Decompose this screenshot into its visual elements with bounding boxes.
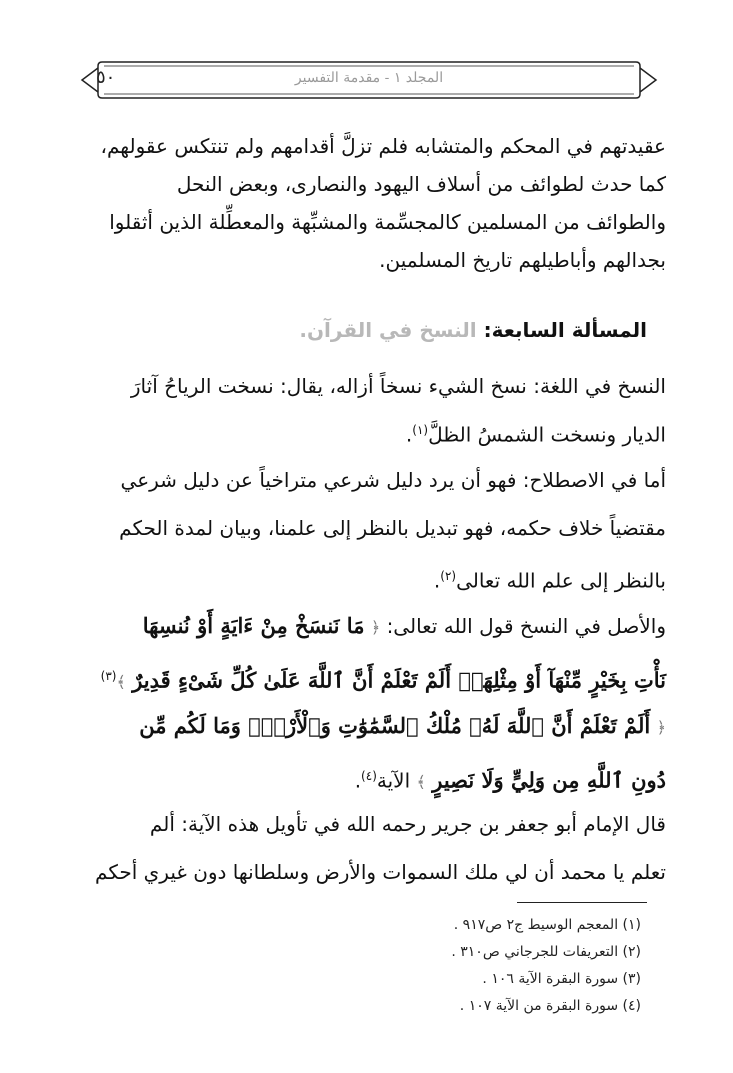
text-line [88, 558, 666, 606]
title-separator: - [384, 70, 390, 86]
text-line [88, 658, 666, 708]
text-line [88, 758, 666, 808]
verse-open-ornament: ﴿ [656, 718, 666, 737]
paragraph-1 [88, 128, 666, 280]
verse-close-ornament: ﴾ [116, 672, 126, 692]
page-number: ٥٠ [96, 67, 116, 88]
footnote-ref: (٣) [100, 669, 117, 683]
quran-verse: أَلَمْ تَعْلَمْ أَنَّ ٱللَّهَ لَهُۥ مُلْكُ ٱلسَّمَٰوَٰتِ وَٱلْأَرْضِۗ وَمَا لَكُم مِّن [139, 713, 651, 738]
text-line [88, 608, 666, 658]
period: . [354, 768, 362, 793]
period: . [433, 568, 441, 593]
footnote-ref: (٢) [440, 569, 457, 583]
running-title [80, 70, 658, 86]
paragraph-4 [88, 608, 666, 808]
footnote: (١) المعجم الوسيط ج٢ ص٩١٧ . [453, 917, 641, 933]
verse-close-ornament: ﴾ [416, 772, 426, 792]
text-line: قال الإمام أبو جعفر بن جرير رحمه الله في تأويل هذه الآية: ألم [149, 812, 666, 836]
quran-verse: نَأْتِ بِخَيْرٍ مِّنْهَآ أَوْ مِثْلِهَآۗ أَلَمْ تَعْلَمْ أَنَّ ٱللَّهَ عَلَىٰ كُلِّ شَىْءٍ قَدِيرٌ [132, 667, 666, 693]
footnote: (٤) سورة البقرة من الآية ١٠٧ . [459, 998, 641, 1014]
text-line: أما في الاصطلاح: فهو أن يرد دليل شرعي متراخياً عن دليل شرعي [120, 468, 666, 492]
verse-open-ornament: ﴿ [370, 618, 381, 637]
quran-verse: دُونِ ٱللَّهِ مِن وَلِيٍّ وَلَا نَصِيرٍ [432, 767, 666, 793]
line-text: والأصل في النسخ قول الله تعالى: [386, 614, 666, 638]
text-line: مقتضياً خلاف حكمه، فهو تبديل بالنظر إلى علمنا، وبيان لمدة الحكم [119, 516, 666, 540]
quran-verse: مَا نَنسَخْ مِنْ ءَايَةٍ أَوْ نُنسِهَا [142, 613, 365, 638]
section-title: مقدمة التفسير [294, 70, 381, 86]
text-line: بجدالهم وأباطيلهم تاريخ المسلمين. [379, 248, 666, 272]
text-line: تعلم يا محمد أن لي ملك السموات والأرض وسلطانها دون غيري أحكم [95, 860, 666, 884]
footnote-ref: (١) [412, 423, 429, 437]
paragraph-5 [88, 806, 666, 902]
text-line [88, 708, 666, 758]
heading-topic: النسخ في القرآن. [299, 318, 477, 342]
section-heading [299, 318, 647, 342]
line-text: بالنظر إلى علم الله تعالى [456, 568, 666, 593]
footnote-ref: (٤) [361, 769, 377, 783]
volume-label: المجلد ١ [393, 70, 444, 86]
footnotes [451, 912, 641, 1020]
ayah-label: الآية [376, 768, 411, 793]
heading-lead: المسألة السابعة: [483, 318, 647, 342]
text-line: والطوائف من المسلمين كالمجسِّمة والمشبِّهة والمعطِّلة الذين أثقلوا [109, 210, 666, 234]
page-header [80, 60, 658, 100]
paragraph-2 [88, 368, 666, 456]
text-line: النسخ في اللغة: نسخ الشيء نسخاً أزاله، يقال: نسخت الرياحُ آثارَ [130, 374, 666, 398]
line-text: الديار ونسخت الشمسُ الظلَّ [428, 422, 666, 447]
text-line: عقيدتهم في المحكم والمتشابه فلم تزلَّ أقدامهم ولم تنتكس عقولهم، [100, 134, 666, 158]
text-line: كما حدث لطوائف من أسلاف اليهود والنصارى، وبعض النحل [176, 172, 666, 196]
footnote: (٢) التعريفات للجرجاني ص٣١٠ . [451, 944, 641, 960]
text-line [88, 412, 666, 456]
period: . [405, 422, 413, 447]
footnote-divider [517, 902, 647, 903]
paragraph-3 [88, 462, 666, 606]
footnote: (٣) سورة البقرة الآية ١٠٦ . [482, 971, 641, 987]
